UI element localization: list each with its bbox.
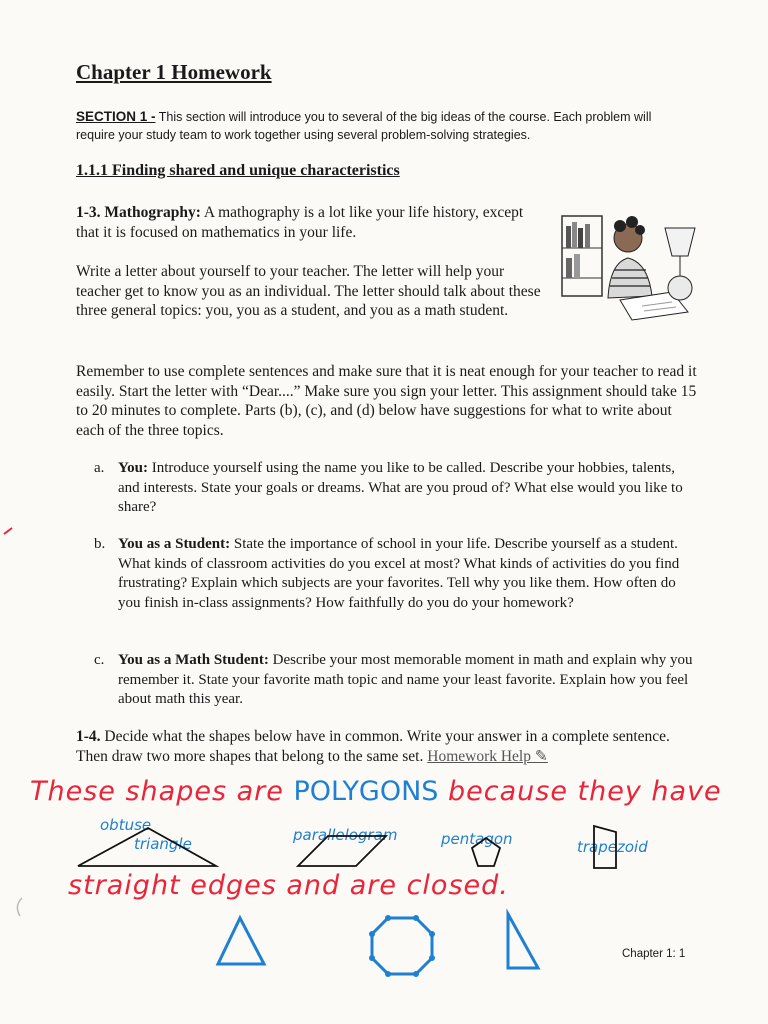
label-triangle: triangle [134, 835, 192, 853]
item-lead: You as a Math Student: [118, 652, 269, 668]
problem-1-3-letter: Write a letter about yourself to your teacher. The letter will help your teacher get to know you as an individual. The letter should talk about these three general topics: you, you as a student, and you as a math student. [76, 263, 541, 319]
problem-1-4-text: Decide what the shapes below have in common. Write your answer in a complete sentence. Then draw two more shapes that belong to the same set. [76, 728, 670, 765]
item-lead: You: [118, 460, 149, 476]
label-trapezoid: trapezoid [577, 838, 648, 856]
obtuse-triangle-shape [78, 828, 216, 866]
label-pentagon: pentagon [441, 830, 513, 848]
item-lead: You as a Student: [118, 536, 231, 552]
trapezoid-shape [594, 826, 616, 868]
problem-1-3-lead: 1-3. Mathography: [76, 204, 201, 221]
subheading: 1.1.1 Finding shared and unique characteristics [76, 162, 400, 179]
handwritten-answer-line-2: straight edges and are closed. [68, 870, 509, 901]
answer-text-a: These shapes are [30, 776, 294, 807]
item-text: State the importance of school in your life. Describe yourself as a student. What kinds of classroom activities do you excel at most? What kinds of activities do you find frustrating? Explain which subjects are your favorites. Tell why you like them. How often do you finish in-class assignments? How faithfully do you do your homework? [118, 536, 680, 611]
stray-red-mark [4, 528, 12, 534]
homework-help-link[interactable]: Homework Help ✎ [427, 747, 548, 765]
item-text: Introduce yourself using the name you like to be called. Describe your hobbies, talents, and interests. State your goals or dreams. What are you proud of? What else would you like to share? [118, 460, 683, 515]
problem-1-3-remember: Remember to use complete sentences and make sure that it is neat enough for your teacher to read it easily. Start the letter with “Dear....” Make sure you sign your letter. This assignment should take 15 to 20 minutes to complete. Parts (b), (c), and (d) below have suggestions for what to write about each of the three topics. [76, 363, 697, 439]
page-title: Chapter 1 Homework [76, 60, 272, 84]
octagon-vertex-dots [369, 915, 435, 977]
pentagon-shape [472, 838, 500, 866]
section-label: SECTION 1 - [76, 109, 156, 124]
drawn-octagon-shape [372, 918, 432, 974]
label-parallelogram: parallelogram [293, 826, 398, 844]
section-text: This section will introduce you to several of the big ideas of the course. Each problem will require your study team to work together using several problem-solving strategies. [76, 110, 652, 142]
stray-pencil-mark [17, 898, 22, 916]
problem-1-4-lead: 1-4. [76, 728, 101, 745]
answer-text-b: because they have [438, 776, 722, 807]
list-marker: b. [94, 536, 106, 552]
list-marker: c. [94, 652, 105, 668]
page-footer: Chapter 1: 1 [622, 948, 686, 960]
label-obtuse: obtuse [100, 816, 152, 834]
drawn-right-triangle-shape [508, 914, 538, 968]
list-marker: a. [94, 460, 105, 476]
answer-polygons: POLYGONS [293, 776, 439, 807]
item-text: Describe your most memorable moment in math and explain why you remember it. State your favorite math topic and name your least favorite. Explain how you feel about math this year. [118, 652, 693, 707]
drawn-triangle-shape [218, 918, 264, 964]
problem-1-3-intro-text: A mathography is a lot like your life history, except that it is focused on mathematics in your life. [76, 204, 524, 241]
parallelogram-shape [298, 836, 386, 866]
